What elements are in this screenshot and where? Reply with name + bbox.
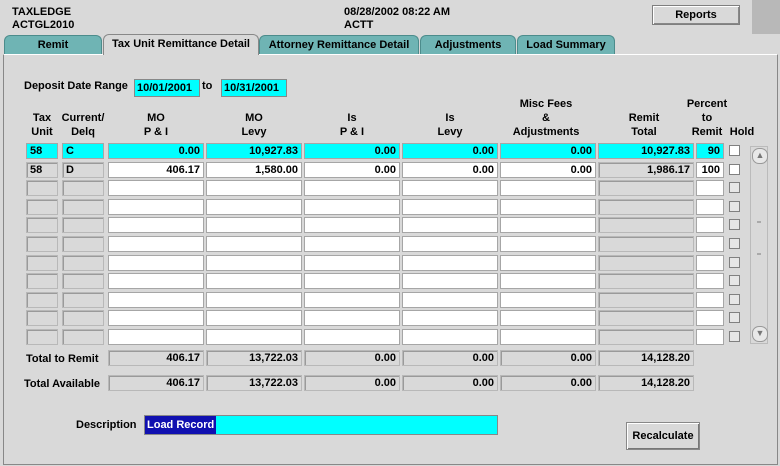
- col-header-line: P & I: [339, 126, 365, 138]
- col-header-line: Unit: [31, 126, 53, 138]
- reports-button[interactable]: Reports: [652, 5, 740, 25]
- col-header-line: Remit: [691, 126, 723, 138]
- cell-is-pi[interactable]: 0.00: [304, 143, 400, 159]
- cell-is-pi[interactable]: [304, 310, 400, 326]
- cell-cd: [62, 217, 104, 233]
- cell-mo-pi[interactable]: [108, 217, 204, 233]
- cell-mo-levy[interactable]: [206, 217, 302, 233]
- cell-is-levy[interactable]: [402, 310, 498, 326]
- session-info: [344, 6, 450, 32]
- cell-mo-levy[interactable]: 10,927.83: [206, 143, 302, 159]
- cell-cd: [62, 273, 104, 289]
- col-header-line: MO: [245, 112, 263, 124]
- cell-remit-total: 10,927.83: [598, 143, 694, 159]
- cell-mo-pi[interactable]: 406.17: [108, 162, 204, 178]
- cell-misc[interactable]: [500, 217, 596, 233]
- cell-remit-total: [598, 236, 694, 252]
- cell-percent[interactable]: 100: [696, 162, 724, 178]
- cell-is-pi[interactable]: [304, 236, 400, 252]
- col-header-line: &: [542, 112, 550, 124]
- tab-bar: [0, 34, 780, 54]
- col-header-line: Remit: [628, 112, 660, 124]
- cell-misc[interactable]: [500, 273, 596, 289]
- cell-is-pi[interactable]: [304, 180, 400, 196]
- cell-mo-pi[interactable]: [108, 236, 204, 252]
- col-header-is-levy: [402, 111, 498, 139]
- cell-mo-levy[interactable]: [206, 310, 302, 326]
- tab-remit[interactable]: Remit: [4, 35, 102, 54]
- col-header-misc-fees: [498, 97, 594, 139]
- col-header-line: Levy: [241, 126, 267, 138]
- deposit-date-from-field[interactable]: 10/01/2001: [134, 79, 200, 97]
- col-header-tax-unit: [26, 111, 58, 139]
- cell-mo-levy[interactable]: 1,580.00: [206, 162, 302, 178]
- scroll-up-icon[interactable]: ▲: [752, 148, 768, 164]
- cell-percent[interactable]: [696, 217, 724, 233]
- hold-checkbox[interactable]: [729, 219, 740, 230]
- cell-remit-total: [598, 310, 694, 326]
- tab-attorney-remittance-detail[interactable]: Attorney Remittance Detail: [259, 35, 419, 54]
- hold-checkbox[interactable]: [729, 164, 740, 175]
- cell-misc[interactable]: [500, 292, 596, 308]
- col-header-line: Is: [347, 112, 357, 124]
- cell-remit-total: 1,986.17: [598, 162, 694, 178]
- col-header-line: Adjustments: [512, 126, 580, 138]
- cell-percent[interactable]: 90: [696, 143, 724, 159]
- cell-percent[interactable]: [696, 180, 724, 196]
- form-id: ACTGL2010: [12, 19, 75, 31]
- cell-is-pi[interactable]: [304, 329, 400, 345]
- col-header-mo-levy: [206, 111, 302, 139]
- cell-misc[interactable]: 0.00: [500, 143, 596, 159]
- cell-cd: [62, 199, 104, 215]
- cell-is-pi[interactable]: [304, 255, 400, 271]
- cell-mo-levy[interactable]: [206, 236, 302, 252]
- cell-tax-unit: 58: [26, 162, 58, 178]
- cell-remit-total: [598, 292, 694, 308]
- col-header-line: Total: [631, 126, 657, 138]
- cell-mo-pi[interactable]: [108, 199, 204, 215]
- total-remit-misc: 0.00: [500, 350, 596, 366]
- cell-percent[interactable]: [696, 255, 724, 271]
- hold-checkbox[interactable]: [729, 331, 740, 342]
- cell-misc[interactable]: [500, 255, 596, 271]
- col-header-percent-to-remit: [684, 97, 730, 139]
- recalculate-button[interactable]: Recalculate: [626, 422, 700, 450]
- hold-checkbox[interactable]: [729, 182, 740, 193]
- col-header-hold: Hold: [729, 126, 755, 138]
- datetime: 08/28/2002 08:22 AM: [344, 6, 450, 18]
- total-available-mo-pi: 406.17: [108, 375, 204, 391]
- hold-checkbox[interactable]: [729, 294, 740, 305]
- cell-tax-unit: [26, 273, 58, 289]
- col-header-line: Tax: [32, 112, 52, 124]
- cell-mo-pi[interactable]: 0.00: [108, 143, 204, 159]
- cell-remit-total: [598, 180, 694, 196]
- cell-is-levy[interactable]: 0.00: [402, 162, 498, 178]
- col-header-line: P & I: [143, 126, 169, 138]
- total-remit-is-pi: 0.00: [304, 350, 400, 366]
- cell-is-levy[interactable]: 0.00: [402, 143, 498, 159]
- cell-is-pi[interactable]: [304, 273, 400, 289]
- cell-tax-unit: [26, 236, 58, 252]
- col-header-is-pi: [304, 111, 400, 139]
- cell-cd: [62, 310, 104, 326]
- cell-mo-levy[interactable]: [206, 273, 302, 289]
- cell-is-levy[interactable]: [402, 273, 498, 289]
- cell-mo-pi[interactable]: [108, 273, 204, 289]
- col-header-line: Percent: [686, 98, 728, 110]
- col-header-line: MO: [147, 112, 165, 124]
- cell-is-levy[interactable]: [402, 329, 498, 345]
- hold-checkbox[interactable]: [729, 145, 740, 156]
- app-header: [12, 6, 74, 32]
- app-name: TAXLEDGE: [12, 6, 72, 18]
- cell-tax-unit: [26, 255, 58, 271]
- cell-mo-pi[interactable]: [108, 180, 204, 196]
- total-to-remit-label: Total to Remit: [26, 353, 99, 365]
- cell-remit-total: [598, 329, 694, 345]
- total-available-is-pi: 0.00: [304, 375, 400, 391]
- tab-adjustments[interactable]: Adjustments: [420, 35, 516, 54]
- description-label: Description: [76, 419, 137, 431]
- col-header-line: Misc Fees: [519, 98, 573, 110]
- col-header-line: Is: [445, 112, 455, 124]
- cell-is-levy[interactable]: [402, 199, 498, 215]
- hold-checkbox[interactable]: [729, 312, 740, 323]
- cell-is-levy[interactable]: [402, 236, 498, 252]
- grid-scrollbar[interactable]: [750, 146, 768, 344]
- cell-percent[interactable]: [696, 236, 724, 252]
- description-value: Load Record: [145, 416, 216, 434]
- total-available-misc: 0.00: [500, 375, 596, 391]
- cell-tax-unit: [26, 292, 58, 308]
- cell-remit-total: [598, 217, 694, 233]
- cell-is-levy[interactable]: [402, 255, 498, 271]
- cell-remit-total: [598, 255, 694, 271]
- cell-percent[interactable]: [696, 199, 724, 215]
- col-header-remit-total: [596, 111, 692, 139]
- tab-load-summary[interactable]: Load Summary: [517, 35, 615, 54]
- tab-tax-unit-remittance-detail[interactable]: Tax Unit Remittance Detail: [103, 34, 259, 55]
- col-header-line: Delq: [71, 126, 95, 138]
- cell-tax-unit: 58: [26, 143, 58, 159]
- total-remit-is-levy: 0.00: [402, 350, 498, 366]
- cell-mo-levy[interactable]: [206, 180, 302, 196]
- cell-is-pi[interactable]: 0.00: [304, 162, 400, 178]
- cell-misc[interactable]: [500, 180, 596, 196]
- to-label: to: [202, 80, 213, 92]
- col-header-mo-pi: [108, 111, 204, 139]
- cell-cd: [62, 292, 104, 308]
- cell-cd: D: [62, 162, 104, 178]
- cell-misc[interactable]: [500, 236, 596, 252]
- cell-is-pi[interactable]: [304, 199, 400, 215]
- cell-is-pi[interactable]: [304, 217, 400, 233]
- cell-percent[interactable]: [696, 310, 724, 326]
- cell-remit-total: [598, 273, 694, 289]
- cell-cd: [62, 255, 104, 271]
- cell-tax-unit: [26, 199, 58, 215]
- cell-misc[interactable]: [500, 199, 596, 215]
- cell-misc[interactable]: 0.00: [500, 162, 596, 178]
- cell-cd: C: [62, 143, 104, 159]
- col-header-line: Current/: [61, 112, 105, 124]
- cell-remit-total: [598, 199, 694, 215]
- cell-tax-unit: [26, 217, 58, 233]
- cell-misc[interactable]: [500, 310, 596, 326]
- total-available-is-levy: 0.00: [402, 375, 498, 391]
- col-header-line: to: [701, 112, 713, 124]
- hold-checkbox[interactable]: [729, 275, 740, 286]
- total-available-label: Total Available: [24, 378, 101, 390]
- deposit-date-to-field[interactable]: 10/31/2001: [221, 79, 287, 97]
- cell-mo-pi[interactable]: [108, 255, 204, 271]
- cell-mo-levy[interactable]: [206, 255, 302, 271]
- cell-tax-unit: [26, 180, 58, 196]
- scroll-grip-icon[interactable]: [757, 221, 761, 255]
- cell-misc[interactable]: [500, 329, 596, 345]
- cell-mo-levy[interactable]: [206, 329, 302, 345]
- hold-checkbox[interactable]: [729, 201, 740, 212]
- cell-tax-unit: [26, 310, 58, 326]
- cell-cd: [62, 180, 104, 196]
- col-header-line: Levy: [437, 126, 463, 138]
- hold-checkbox[interactable]: [729, 238, 740, 249]
- total-available-remit-total: 14,128.20: [598, 375, 694, 391]
- cell-is-levy[interactable]: [402, 217, 498, 233]
- cell-cd: [62, 236, 104, 252]
- description-field[interactable]: [144, 415, 498, 435]
- cell-is-levy[interactable]: [402, 292, 498, 308]
- total-remit-mo-levy: 13,722.03: [206, 350, 302, 366]
- cell-tax-unit: [26, 329, 58, 345]
- cell-mo-pi[interactable]: [108, 329, 204, 345]
- cell-mo-pi[interactable]: [108, 310, 204, 326]
- deposit-date-range-label: Deposit Date Range: [24, 80, 128, 92]
- total-remit-remit-total: 14,128.20: [598, 350, 694, 366]
- hold-checkbox[interactable]: [729, 257, 740, 268]
- cell-percent[interactable]: [696, 292, 724, 308]
- cell-is-pi[interactable]: [304, 292, 400, 308]
- cell-percent[interactable]: [696, 329, 724, 345]
- window-edge: [752, 0, 780, 34]
- col-header-current-delq: [58, 111, 108, 139]
- cell-mo-pi[interactable]: [108, 292, 204, 308]
- total-remit-mo-pi: 406.17: [108, 350, 204, 366]
- total-available-mo-levy: 13,722.03: [206, 375, 302, 391]
- cell-mo-levy[interactable]: [206, 292, 302, 308]
- cell-percent[interactable]: [696, 273, 724, 289]
- cell-cd: [62, 329, 104, 345]
- cell-is-levy[interactable]: [402, 180, 498, 196]
- user-id: ACTT: [344, 19, 374, 31]
- cell-mo-levy[interactable]: [206, 199, 302, 215]
- scroll-down-icon[interactable]: ▼: [752, 326, 768, 342]
